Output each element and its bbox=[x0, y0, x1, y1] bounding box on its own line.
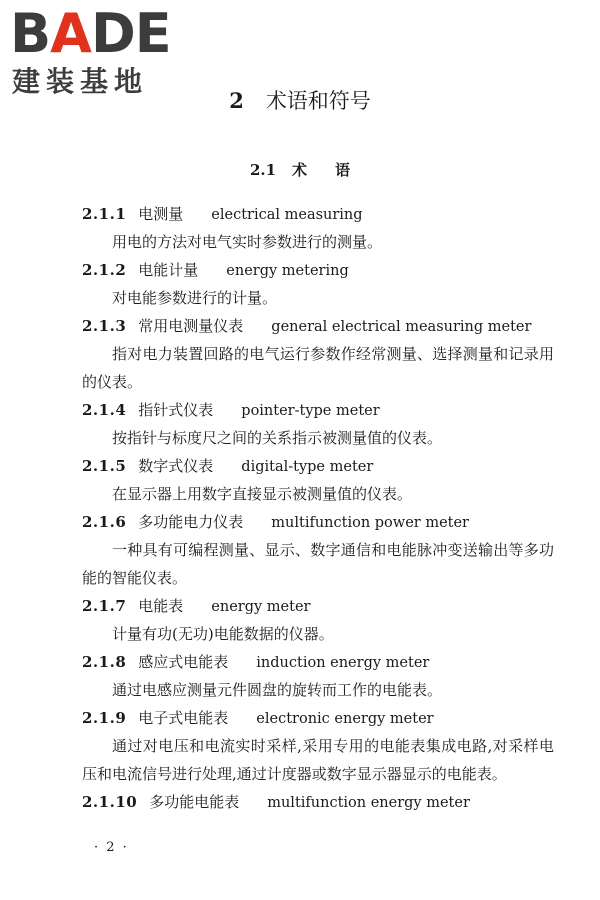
term-chinese: 电能计量 bbox=[138, 261, 199, 279]
term-chinese: 电子式电能表 bbox=[138, 709, 229, 727]
term-english: induction energy meter bbox=[256, 655, 430, 671]
terms-list bbox=[82, 200, 554, 816]
section-title-text: 术语 bbox=[292, 161, 379, 179]
term-english: electronic energy meter bbox=[256, 711, 434, 727]
term-definition: 通过电感应测量元件圆盘的旋转而工作的电能表。 bbox=[112, 681, 443, 699]
term-heading bbox=[82, 508, 554, 536]
term-definition: 计量有功(无功)电能数据的仪器。 bbox=[112, 625, 334, 643]
section-number: 2.1 bbox=[249, 161, 277, 179]
term-chinese: 数字式仪表 bbox=[138, 457, 214, 475]
term-english: electrical measuring bbox=[211, 207, 363, 223]
term-number: 2.1.7 bbox=[82, 597, 127, 615]
term-heading bbox=[82, 396, 554, 424]
logo-subtitle: 建装基地 bbox=[12, 65, 149, 98]
term-definition: 指对电力装置回路的电气运行参数作经常测量、选择测量和记录用的仪表。 bbox=[82, 345, 554, 391]
term-english: multifunction energy meter bbox=[267, 795, 470, 811]
chapter-number: 2 bbox=[229, 88, 244, 113]
term-chinese: 感应式电能表 bbox=[138, 653, 229, 671]
term-number: 2.1.5 bbox=[82, 457, 127, 475]
term-heading bbox=[82, 704, 554, 732]
term-english: multifunction power meter bbox=[271, 515, 469, 531]
term-english: energy meter bbox=[211, 599, 311, 615]
term-chinese: 常用电测量仪表 bbox=[138, 317, 244, 335]
term-definition: 在显示器上用数字直接显示被测量值的仪表。 bbox=[112, 485, 413, 503]
term-heading bbox=[82, 788, 554, 816]
term-heading bbox=[82, 200, 554, 228]
term-number: 2.1.3 bbox=[82, 317, 127, 335]
section-title bbox=[0, 159, 600, 181]
term-english: general electrical measuring meter bbox=[271, 319, 532, 335]
term-number: 2.1.2 bbox=[82, 261, 127, 279]
logo-wordmark: BADE bbox=[10, 2, 171, 65]
page-number: · 2 · bbox=[94, 840, 129, 855]
term-definition: 通过对电压和电流实时采样,采用专用的电能表集成电路,对采样电压和电流信号进行处理,通过计度器或数字显示器显示的电能表。 bbox=[82, 737, 554, 783]
bade-logo bbox=[10, 2, 175, 98]
term-number: 2.1.9 bbox=[82, 709, 127, 727]
chapter-title-text: 术语和符号 bbox=[265, 89, 371, 113]
term-number: 2.1.1 bbox=[82, 205, 127, 223]
term-chinese: 指针式仪表 bbox=[138, 401, 214, 419]
term-english: digital-type meter bbox=[241, 459, 374, 475]
term-heading bbox=[82, 452, 554, 480]
term-definition: 对电能参数进行的计量。 bbox=[112, 289, 278, 307]
term-heading bbox=[82, 592, 554, 620]
term-number: 2.1.10 bbox=[82, 793, 138, 811]
term-definition: 按指针与标度尺之间的关系指示被测量值的仪表。 bbox=[112, 429, 443, 447]
term-number: 2.1.8 bbox=[82, 653, 127, 671]
term-heading bbox=[82, 312, 554, 340]
term-definition: 用电的方法对电气实时参数进行的测量。 bbox=[112, 233, 383, 251]
chapter-title bbox=[0, 88, 600, 114]
term-english: energy metering bbox=[226, 263, 349, 279]
term-chinese: 电测量 bbox=[138, 205, 184, 223]
term-chinese: 电能表 bbox=[138, 597, 184, 615]
term-chinese: 多功能电能表 bbox=[149, 793, 240, 811]
term-english: pointer-type meter bbox=[241, 403, 380, 419]
term-chinese: 多功能电力仪表 bbox=[138, 513, 244, 531]
term-number: 2.1.4 bbox=[82, 401, 127, 419]
term-definition: 一种具有可编程测量、显示、数字通信和电能脉冲变送输出等多功能的智能仪表。 bbox=[82, 541, 554, 587]
term-heading bbox=[82, 256, 554, 284]
term-number: 2.1.6 bbox=[82, 513, 127, 531]
term-heading bbox=[82, 648, 554, 676]
